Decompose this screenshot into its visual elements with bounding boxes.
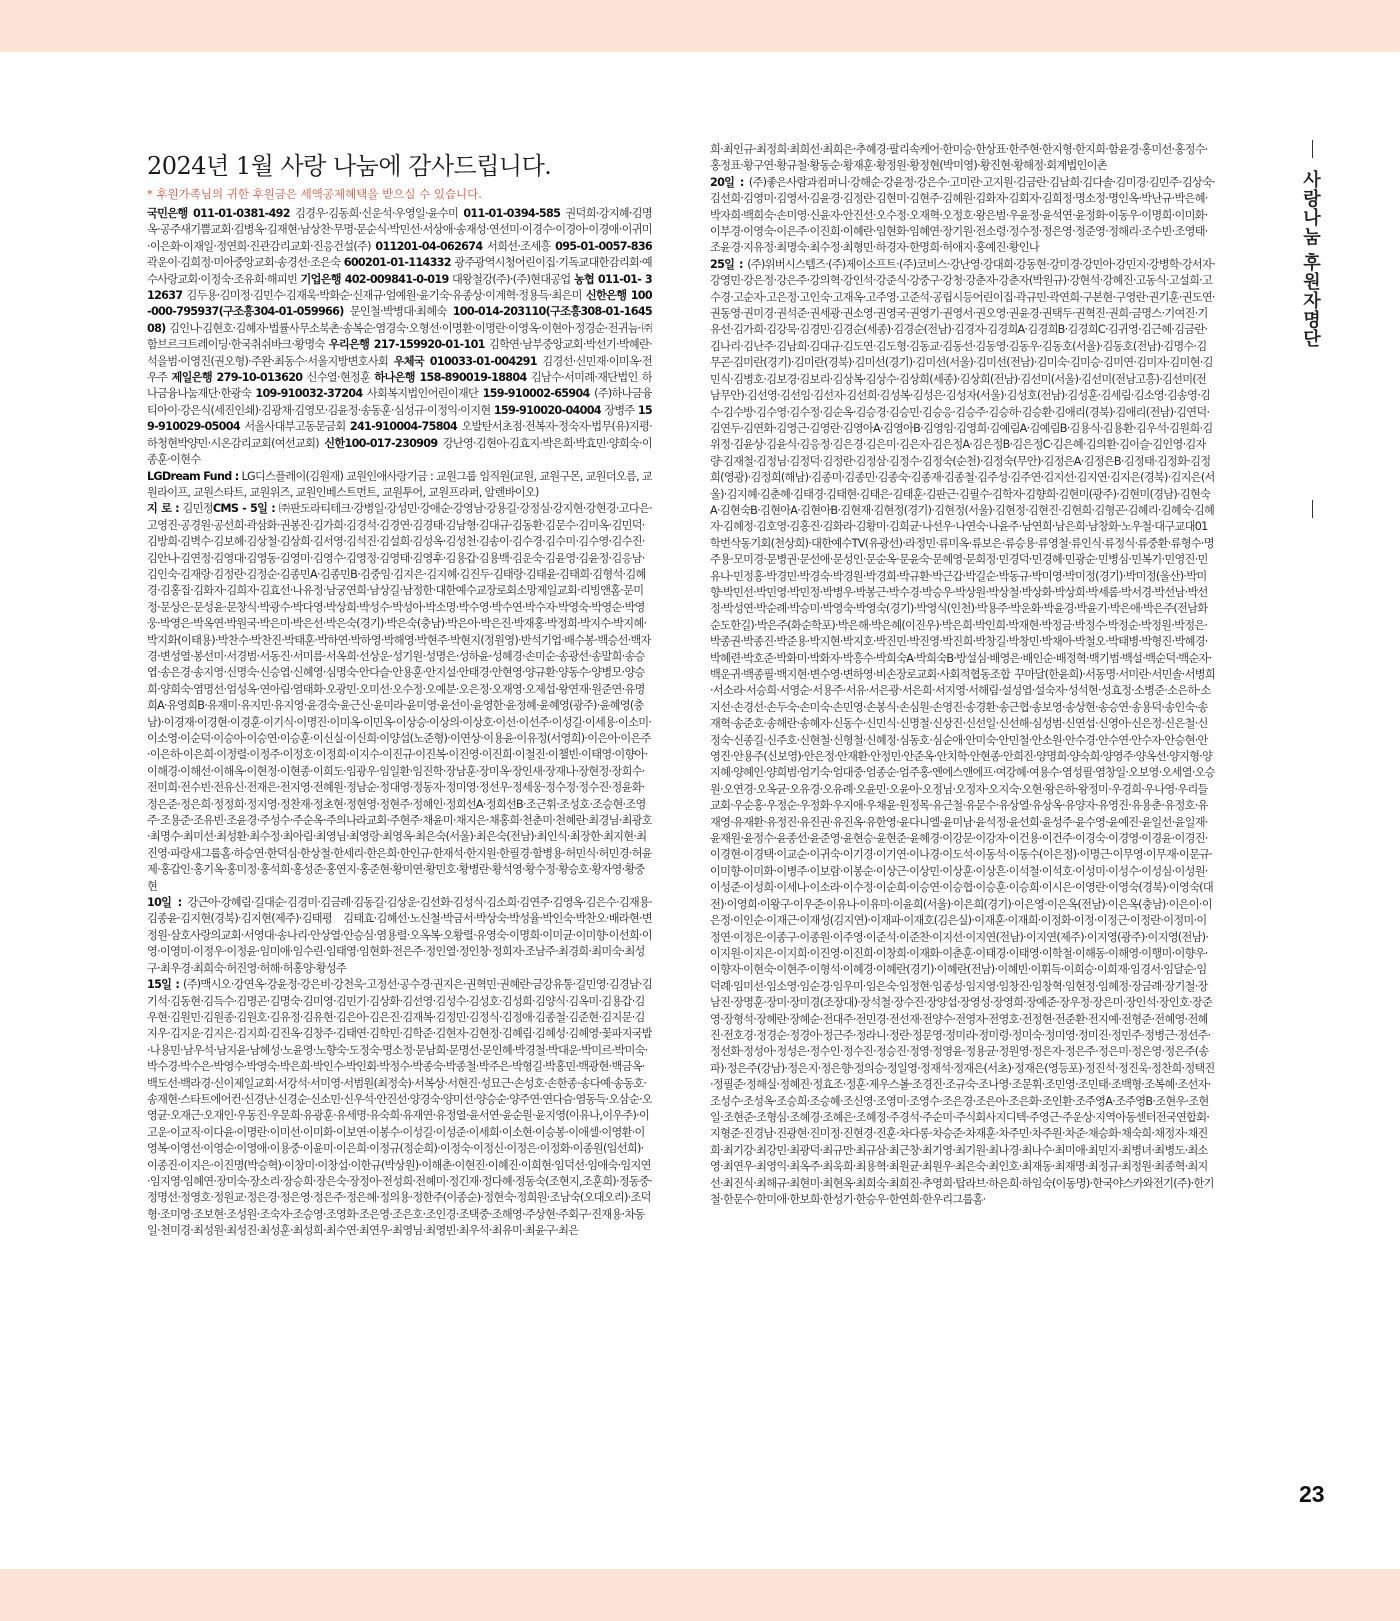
donor-names: 김인나·김현호·김혜자·법률사무소북촌·송복순·염경숙·오형선·이명환·이명란·이영옥·이현아·정경순·전귀늠·㈜함브르크트레이딩·한국취쉬바크·황명숙 xyxy=(147,321,652,352)
bottom-decorative-band xyxy=(0,1569,1400,1621)
donor-paragraph xyxy=(147,206,652,469)
donor-paragraph xyxy=(710,175,1215,257)
donor-names: 강근아·강혜림·길대순·김경미·김금례·김동길·김상운·김선화·김성식·김소희·김연주·김영옥·김은수·김재용·김종윤·김지현(경북)·김지현(제주)·김태평 김태효·김혜선·노신철·박금서·박상숙·박성율·박인숙·박찬오·배라현·변정원·삼호사랑의교회·서영대·송나리·안상열·안승심·염용렬·오옥복·오황렬·유영숙·이명희·이미균·이미향·이선희·이영·이영미·이정우·이정윤·임미애·임수린·임태영·임현화·전은주·정인열·정인창·정희자·조남주·최경희·최미숙·최성구·최우경·최희숙·허진영·허해·허홍양·황성주 xyxy=(147,896,652,975)
donor-names: 김학연·남부중앙교회·박선기·박혜란·석을범·이영진(권오형)·주완·최동수·서울지방변호사회 xyxy=(147,338,652,368)
donor-names: 광주광역시청어린이집·기독교대한감리회·예수사랑교회·이정숙·조유희·해피빈 xyxy=(147,256,652,286)
page-number: 23 xyxy=(1299,1481,1325,1507)
donor-group-label: CMS - 5일 : xyxy=(212,502,275,516)
donor-names: 김남수·서미례·재단법인 하나금융나눔재단·한광숙 xyxy=(147,371,652,401)
donor-group-label: 011201-04-062674 xyxy=(375,239,483,253)
donor-group-label: 100-014-203110(구조흥308-01-164508) xyxy=(147,305,652,335)
donor-group-label: 신한100-017-230909 xyxy=(324,436,438,450)
donor-names: 문인철·박병대·최혜숙 xyxy=(343,305,453,319)
donor-names: ㈜판도라티테크·강병일·강성민·강애순·강영남·강용길·강정심·강지현·강현경·고다은·고영진·공경원·공선희·곽삼화·권봉진·김가희·김경석·김경연·김경태·김남형·김대규·김동환·김문수·김미옥·김민덕·김방희·김벽수·김보혜·김상철·김상희·김서영·김석진·김설희·김성옥·김성천·김송이·김수경·김수미·김수영·김수진·김안나·김연정·김영대·김영동·김영미·김영수·김영정·김영태·김영후·김용갑·김용백·김운숙·김윤영·김윤정·김응남·김인숙·김재랑·김정란·김정순·김종민A·김종민B·김중임·김지은·김지혜·김진두·김태랑·김태윤·김태희·김형석·김혜경·김홍집·김화자·김희자·김효선·나유정·남궁연희·남상길·남정한·대한예수교장로회소망제일교회·리빙앤홈·문미정·문상은·문성윤·문창식·박광수·박다영·박상희·박성수·박성아·박소명·박수영·박수연·박수자·박영숙·박영순·박영웅·박영은·박옥연·박원국·박은미·박은선·박은숙(경기)·박은숙(충남)·박은아·박은진·박재홍·박정희·박지수·박지혜·박지화(이태용)·박찬수·박찬진·박태훈·박하연·박하영·박해영·박현주·박현지(정원영)·반석기업·배수봉·백승선·백자경·변성열·봉선미·서경범·서동진·서미름·서옥희·선상운·성기원·성명은·성하윤·성혜경·손미순·송광선·송말희·송승엽·송은경·송지영·신명숙·신승엽·신혜영·심명숙·안다슬·안용훈·안지설·안태경·안현영·양규환·양동수·양병모·양승희·양희숙·염명선·엄성옥·연아림·염태화·오광민·오미선·오수정·오예분·오은정·오재영·오제섭·왕연재·원준연·유명희A·유영희B·유재미·유지민·유지영·윤경숙·윤근신·윤미라·윤미영·윤선이·윤영한·윤정혜·윤혜영(광주)·윤혜영(충남)·이경재·이경현·이경훈·이기식·이명진·이미옥·이민옥·이상승·이상의·이상호·이선·이선주·이성길·이세용·이소미·이소영·이순덕·이승아·이승연·이승훈·이신실·이신희·이양섭(노준형)·이연상·이용윤·이유정(서영희)·이은아·이은주·이은하·이은희·이정렬·이정주·이정호·이정희·이지수·이진규·이진복·이진영·이진희·이철진·이챌빈·이태영·이향아·이해경·이해선·이해옥·이현정·이현종·이희도·임광우·임일환·임진학·장남훈·장미옥·장인새·장재나·장현정·장희수·전미희·전수빈·전유신·전재은·전지영·전혜원·정남순·정대영·정동자·정미영·정선우·정세웅·정수정·정수진·정윤화·정은준·정은희·정정희·정지영·정찬재·정초현·정현영·정현주·정혜인·정희선A·정희선B·조근휘·조성호·조승현·조영주·조용준·조유빈·조윤경·주성수·주순옥·주의나라교회·주현주·채윤미·채지은·채홍희·천춘미·천혜란·최경님·최광호·최명수·최미선·최성환·최수정·최아림·최영님·최영랑·최영옥·최은숙(서울)·최은숙(전남)·최인식·최장한·최지현·최진영·파랑새그룹홈·하승연·한덕심·한상철·한세리·한은희·한인규·한재석·한지원·한필경·함병용·허민식·허민경·허윤제·홍갑인·홍기옥·홍미정·홍석희·홍성준·홍연지·홍준현·황미연·황민호·황병란·황석영·황수정·황승호·황자영·황중현 xyxy=(147,502,652,893)
donor-group-label: 011-01-0394-585 xyxy=(463,207,561,220)
donor-group-label: 우리은행 217-159920-01-101 xyxy=(328,338,485,352)
donor-names: LG디스플레이(김원재) 교원인애사랑기금 : 교원그룹 임직원(교원, 교원구몬, 교원더오름, 교원라이프, 교원스타트, 교원위즈, 교원인베스트먼트, 교원투어, 교원프라퍼, 알렌바이오) xyxy=(147,469,652,499)
donor-group-label: 109-910032-37204 xyxy=(255,387,363,401)
donor-names: 김경선·신민재·이미옥·전우주 xyxy=(147,354,652,385)
donor-group-label: 25일 : xyxy=(710,257,743,271)
donor-names: 김두용·김미정·김민수·김재욱·박화순·신재규·엄예원·윤기숙·유종상·이계혁·정용득·최은미 xyxy=(182,289,586,303)
donor-names: 곽운이·김희정·미아중앙교회·송경선·조은숙 xyxy=(147,256,344,270)
donor-names: (주)좋은사람과컴퍼니·강해순·강윤정·강은수·고미란·고지원·김금란·김남희·김다솔·김미경·김민주·김상숙·김선희·김영미·김영서·김윤경·김정란·김현미·김현주·김혜원·김화자·김회자·김희정·명소정·명인옥·박난규·박은혜·박자희·백희숙·손미영·신윤자·안진선·오수정·오재혁·오정호·왕은범·우윤정·윤석연·윤정화·이동우·이명희·이미화·이부경·이영숙·이은주·이진희·이혜란·임현화·임혜연·장기원·전소령·정수정·정은영·정준영·정해리·조수빈·조영태·조윤경·지유정·최명숙·최수정·최형민·하경자·한명희·허애지·홍예진·황인나 xyxy=(710,175,1215,255)
donor-group-label: 지 로 : xyxy=(147,502,179,516)
donor-paragraph xyxy=(147,501,652,895)
donor-group-label: 국민은행 011-01-0381-492 xyxy=(147,207,290,220)
side-divider-top xyxy=(1312,140,1313,158)
donor-names: 김경우·김동희·신운석·우영일·윤수미 xyxy=(289,207,464,220)
donor-group-label: 농협 011-01- 312637 xyxy=(147,272,652,303)
donor-paragraph xyxy=(147,895,652,977)
top-decorative-band xyxy=(0,0,1400,52)
donor-names: 장병주 xyxy=(600,403,638,417)
donor-names: 김민정 xyxy=(178,502,213,516)
donor-names: (주)하나금융티아이·강은식(세진인쇄)·김광채·김영모·김윤정·송동훈·심성규·이정익·이지현 xyxy=(147,387,652,417)
donor-group-label: 기업은행 402-009841-0-019 xyxy=(300,272,449,286)
donor-group-label: 241-910004-75804 xyxy=(349,420,457,434)
donor-names: 권덕희·강지혜·김명옥·공주새기쁨교회·김병옥·김재현·남상찬·무명·문순식·박민선·서상애·송재성·연선미·이경수·이경아·이경애·이귀미·이은화·이재일·정연희·진관감리교회·진응건설(주) xyxy=(147,207,652,253)
donor-paragraph xyxy=(147,469,652,502)
donor-names: (주)위버시스템즈·(주)제이소프트·(주)코비스·강난영·강대희·강동현·강미경·강민아·강민지·강병학·강서자·강영민·강은정·강은주·강의혁·강인석·강준식·강중구·강청·강춘자·강춘자(박원규)·강현석·강혜진·고동식·고설희·고수경·고순자·고은정·고인숙·고재옥·고주영·고준석·공립시등어린이집·곽규민·곽연희·구본현·구영란·권기훈·권도연·권동영·권미경·권석준·권세광·권소영·권영국·권영기·권영서·권오영·권윤경·권택두·권혁진·권희·금명스·기여진·기유선·김가희·김강묵·김경민·김경순(세종)·김경순(전남)·김경자·김경희A·김경희B·김경희C·김귀영·김근혜·김금란·김나리·김난주·김남희·김대규·김도연·김도형·김동교·김동선·김동영·김동우·김동호(서울)·김동호(전남)·김명수·김무곤·김미란(경기)·김미란(경북)·김미선(경기)·김미선(서울)·김미선(전남)·김미숙·김미승·김미연·김미자·김미현·김민식·김병호·김보경·김보리·김상복·김상수·김상희(세종)·김상희(전남)·김선미(서울)·김선미(전남고흥)·김선미(전남무안)·김선영·김선임·김선자·김선희·김성복·김성은·김성자(서울)·김성호(전남)·김성훈·김세림·김소영·김송영·김수·김수방·김수영·김수정·김순옥·김승경·김승민·김승응·김승주·김승하·김승환·김애리(경북)·김애리(전남)·김연덕·김연두·김연화·김영근·김영란·김영아A·김영아B·김영임·김영희·김예림A·김예림B·김용식·김용환·김우석·김원희·김위정·김윤상·김윤식·김응정·김은경·김은미·김은자·김은정A·김은정B·김은정C·김은혜·김의환·김이슬·김인영·김자량·김재철·김정님·김정덕·김정란·김정삼·김정수·김정숙(순천)·김정숙(무안)·김정은A·김정은B·김정태·김정화·김정희(영광)·김정희(해남)·김종미·김종민·김종숙·김종재·김종철·김주성·김주연·김지선·김지연·김지은(경북)·김지은(서울)·김지혜·김춘혜·김태경·김태현·김태은·김태훈·김판근·김필수·김학자·김향희·김현미(광주)·김현미(경남)·김현숙A·김현숙B·김현아A·김현아B·김현재·김현정(경기)·김현정(서울)·김현정·김현진·김현희·김형곤·김혜리·김혜숙·김혜자·김혜정·김호영·김홍진·김화라·김황미·김희균·나선우·나연숙·나윤주·남연희·남은희·남창화·노우철·대구교대01학번삭동기회(천상희)·대한예수TV(유광선)·라정민·류미옥·류보은·류승용·류영철·류인식·류정식·류중환·류형수·명주용·모미경·문병권·문선애·문성인·문순옥·문윤숙·문혜영·문희정·민경덕·민경혜·민광순·민병심·민복기·민영진·민유나·민정홍·박경민·박경숙·박경원·박경희·박규환·박근갑·박길순·박동규·박미영·박미정(경기)·박미정(울산)·박미향·박민선·박민영·박민정·박병우·박봉근·박수경·박승우·박상원·박상철·박상화·박상희·박세롬·박서경·박선남·박선정·박성연·박순례·박승미·박영숙·박영숙(경기)·박영식(인천)·박용주·박운화·박윤경·박윤기·박은애·박은주(전남화순도한길)·박은주(화순학포)·박은해·박은혜(이진우)·박은희·박인희·박재현·박정금·박정수·박정순·박정원·박정은·박종권·박종진·박준용·박지현·박지호·박진민·박진영·박진희·박창길·박창민·박채아·박철오·박태병·박형진·박혜경·박혜련·박호준·박화미·박화자·박흥수·박희숙A·박희숙B·방설심·배영은·배인순·배정혁·백기범·백설·백순덕·백순자·백운귀·백종필·백지현·변수영·변하영·비손장로교회·사회적협동조합 꾸마달(한윤희)·서동명·서미란·서민솔·서병희·서소라·서승희·서영순·서용주·서유·서은광·서은희·서지영·서해림·설성엽·설숙자·성석현·성효정·소병준·소은하·소지선·손경선·손두숙·손미숙·손민영·손봉식·손심원·손영진·송경환·송근협·송보영·송상현·송승연·송용덕·송인숙·송재혁·송준호·송해란·송혜자·신동수·신민식·신명철·신상진·신선일·신선해·심성범·신연섭·신영아·신은정·신은철·신정숙·신종길·신주호·신현철·신형철·신혜정·심동호·심순애·안미숙·안민철·안소원·안수경·안수연·안수자·안승현·안영진·안용주(신보영)·안은정·안재환·안정민·안준옥·안치학·안현종·안희진·양명희·양숙희·양영주·양옥선·양지형·양지혜·양혜인·양희범·엄기숙·엄대중·엄종순·엄주홍·엔에스앤에프·여강혜·여용수·염성필·염창일·오보영·오세열·오승원·오연경·오옥균·오유경·오유례·오윤민·오윤아·오정님·오정자·오지숙·오현·왕은하·왕정미·우경희·우나영·우리들교회·우순홍·우정순·우정화·우지애·우채윤·원정목·유근철·유문수·유상열·유상옥·유양자·유영진·유용춘·유정호·유재영·유재환·유정진·유진권·유진옥·유한영·윤다니엘·윤미남·윤석정·윤선희·윤성주·윤수영·윤예진·윤일선·윤일재·윤재원·윤정수·윤종선·윤준영·윤현승·윤현준·윤혜경·이강문·이강자·이건용·이건주·이경숙·이경영·이경윤·이경진·이경현·이경택·이교순·이귀숙·이기경·이기연·이나경·이도석·이동석·이동수(이은정)·이명근·이무영·이무재·이문규·이미향·이미화·이병주·이보람·이봉순·이상근·이상민·이상훈·이상흔·이석철·이석호·이성미·이성수·이성심·이성원·이성준·이성희·이세나·이소라·이수정·이순희·이승연·이승협·이승훈·이승희·이시은·이영란·이영숙(경북)·이영숙(대전)·이영희·이왕구·이우준·이유나·이유미·이윤희(서울)·이은희(경기)·이은영·이은옥(전남)·이은옥(충남)·이은이·이은정·이인순·이재근·이재성(김지연)·이재파·이재호(김은실)·이재훈·이재희·이정화·이정·이정근·이정란·이정미·이정연·이정은·이종구·이종원·이주영·이준석·이준찬·이지선·이지연(전남)·이지연(제주)·이지영(광주)·이지영(전남)·이지원·이지은·이지희·이진영·이진희·이창희·이재화·이춘훈·이태경·이태영·이학철·이해동·이해영·이행미·이향우·이향자·이현숙·이현주·이형석·이혜경·이혜란(경기)·이혜란(전남)·이혜빈·이휘득·이희승·이희재·임경서·임달순·임덕례·임미선·임소영·임순경·임우미·임은숙·임정현·임종성·임지영·임창진·임창혁·임현정·임혜정·장금례·장기철·장남진·장명훈·장미·장미경(조장대)·장석철·장수진·장양섭·장영성·장영희·장예준·장우정·장은미·장인석·장인호·장준영·장형석·장혜란·장혜순·전대주·전민경·전선재·전양수·전영자·전영호·전정현·전준환·전지예·전형준·전혜영·전혜진·전호경·정경순·정경아·정근주·정라니·정란·정문영·정미라·정미령·정미숙·정미영·정미진·정민주·정병근·정선주·정선화·정성아·정성은·정수인·정수진·정승진·정영·정영윤·정용균·정원영·정은자·정은주·정은미·정은영·정은주(송파)·정은주(강남)·정은지·정은향·정의승·정일영·정재석·정재은(서초)·정재은(영등포)·정진석·정진욱·정찬희·정택진·정필준·정해실·정혜진·정효조·정훈·제우스볼·조경진·조규숙·조나영·조문휘·조민영·조민태·조백형·조복혜·조선자·조성수·조성옥·조승희·조승혜·조신영·조영미·조영수·조은경·조은아·조은화·조인환·조주영A·조주영B·조현우·조현일·조현준·조형심·조혜경·조혜은·조혜정·주경석·주순미·주식회사지디텍·주영근·주운상·지역아동센터전국연합회·지형준·진경남·진광현·진미정·진현경·진훈·차다롱·차승준·차재훈·차주민·차주원·차준·채승화·채숙희·채정자·채진희·최기강·최강민·최광덕·최규만·최규삼·최근창·최기영·최기원·최나경·최나수·최미애·최민지·최병녀·최병도·최소영·최연우·최영익·최옥주·최욱희·최용혁·최원균·최원우·최은숙·최인호·최재동·최재명·최정규·최정원·최종혁·최지선·최진식·최해규·최현미·최현옥·최희숙·최희진·추영희·탑라브·하은희·하임숙(이동명)·한국야스카와전기(주)·한기철·한문수·한미애·한보희·한성기·한승우·한연희·한우리그룹홈· xyxy=(710,257,1215,1206)
donor-names: 오발탄서초점·전복자·정숙자·법무(유)지평·하청현박양민·시온감리교회(여선교회) xyxy=(147,420,652,450)
donor-paragraph xyxy=(147,977,652,1240)
donor-group-label: 하나은행 158-890019-18804 xyxy=(374,371,527,385)
side-section-title: 사랑나눔 후원자명단 xyxy=(1300,170,1321,349)
donor-group-label: 제일은행 279-10-013620 xyxy=(171,371,303,385)
donor-list-right-column xyxy=(710,142,1215,1486)
donor-group-label: 600201-01-114332 xyxy=(343,256,451,270)
donor-group-label: 159-910029-05004 xyxy=(147,403,652,434)
donor-group-label: 15일 : xyxy=(147,978,180,992)
page-title: 2024년 1월 사랑 나눔에 감사드립니다. xyxy=(147,152,552,180)
donor-names: 신수열·현정훈 xyxy=(302,371,375,385)
tax-benefit-notice: * 후원가족님의 귀한 후원금은 세액공제혜택을 받으실 수 있습니다. xyxy=(147,187,482,201)
donor-group-label: 우체국 010033-01-004291 xyxy=(393,354,537,368)
donor-group-label: 159-910020-04004 xyxy=(493,403,601,417)
donor-names: 대왕철강(주)·(주)현대공업 xyxy=(448,272,574,286)
donor-names: 서희선·조세흥 xyxy=(482,239,556,253)
donor-group-label: 신한은행 100-000-795937(구조흥304-01-059966) xyxy=(147,289,652,319)
donor-names: 희·최인규·최정희·최희선·최희은·추혜경·팔리속케어·한미승·한상표·한주현·한지형·한지희·함윤경·홍미선·홍정수·홍정표·황구연·황규철·황동순·황재훈·황정원·황정현(박미영)·황진현·황해정·회계법인이촌 xyxy=(710,143,1208,173)
donor-group-label: 095-01-0057-836 xyxy=(555,239,652,253)
donor-names: 강난영·김현아·김효지·박은희·박효민·양희숙·이종훈·이현수 xyxy=(147,436,652,467)
donor-list-left-column xyxy=(147,206,652,1486)
donor-paragraph xyxy=(710,142,1215,175)
donor-paragraph xyxy=(710,257,1215,1209)
donor-names: (주)맥시오·강연옥·강윤정·강은비·강천욱·고정선·공수경·권지은·권혁민·권혜란·금강유통·길민영·김경남·김기석·김동현·김득수·김명곤·김명숙·김미영·김민기·김상화·김선영·김성수·김성호·김성희·김양식·김옥미·김용갑·김우현·김원민·김원종·김원호·김유정·김유현·김은아·김은진·김재복·김정민·김정식·김정애·김종철·김준현·김지문·김지우·김지운·김지은·김지희·김진옥·김창주·김태연·김학민·김학준·김현자·김현정·김혜림·김혜성·김혜영·꽃파지국밥·나용민·남우석·남지윤·남혜성·노윤영·노향숙·도정숙·명소정·문남희·문명선·문인혜·박경철·박대운·박미르·박미숙·박수경·박수은·박영수·박영숙·박은희·박인수·박인회·박정수·박종숙·박종철·박주은·박형길·박홍민·백광현·백금옥·백도선·백라경·신이제일교회·서강석·서미영·서범원(최정숙)·서복상·서현진·성묘근·손성호·손한종·송다예·송동호·송재현·스타트에어컨·신경난·신경순·신소민·신우석·안진선·양경숙·양미선·양승순·양주연·연다슴·염동득·오삼순·오영균·오재근·오재인·우동진·우문희·유광훈·유세명·유숙희·유재연·유정열·윤서연·윤순원·윤지영(이유나,이우주)·이고운·이교직·이다윤·이명란·이미선·이미화·이보연·이봉수·이성길·이성준·이세희·이소현·이승봉·이애셀·이영환·이영복·이영선·이영순·이영애·이용중·이윤미·이은희·이정규(정순희)·이정숙·이정신·이정은·이정화·이종원(임선희)·이종진·이지은·이진명(박승혁)·이창미·이창섭·이한규(박상원)·이해춘·이현진·이혜진·이희현·임덕선·임애숙·임지연·임지영·임혜연·장미숙·장소리·장승희·장은숙·장정아·전성희·전혜미·정긴재·정다혜·정동숙(조현지,조훈희)·정동중·정명선·정영호·정원교·정은경·정은영·정은주·정은혜·정의용·정한주(이종순)·정현숙·정희원·조남숙(오대오리)·조덕형·조미영·조보현·조성원·조숙자·조승영·조영화·조은영·조은호·조인경·조택중·조해영·주상현·주회구·진재용·차동일·천미경·최성원·최성진·최성훈·최성희·최수연·최연우·최영님·최영빈·최우석·최유미·최윤구·최은 xyxy=(147,978,652,1238)
donor-names: 사회복지법인어린이재단 xyxy=(362,387,483,401)
donor-group-label: 159-910002-65904 xyxy=(482,387,590,401)
donor-group-label: LGDream Fund : xyxy=(147,469,239,483)
donor-group-label: 20일 : xyxy=(710,175,744,189)
donor-names: 서울사대부고동문금회 xyxy=(239,420,350,434)
donor-group-label: 10일 : xyxy=(147,896,182,910)
side-divider-bottom xyxy=(1312,500,1313,518)
